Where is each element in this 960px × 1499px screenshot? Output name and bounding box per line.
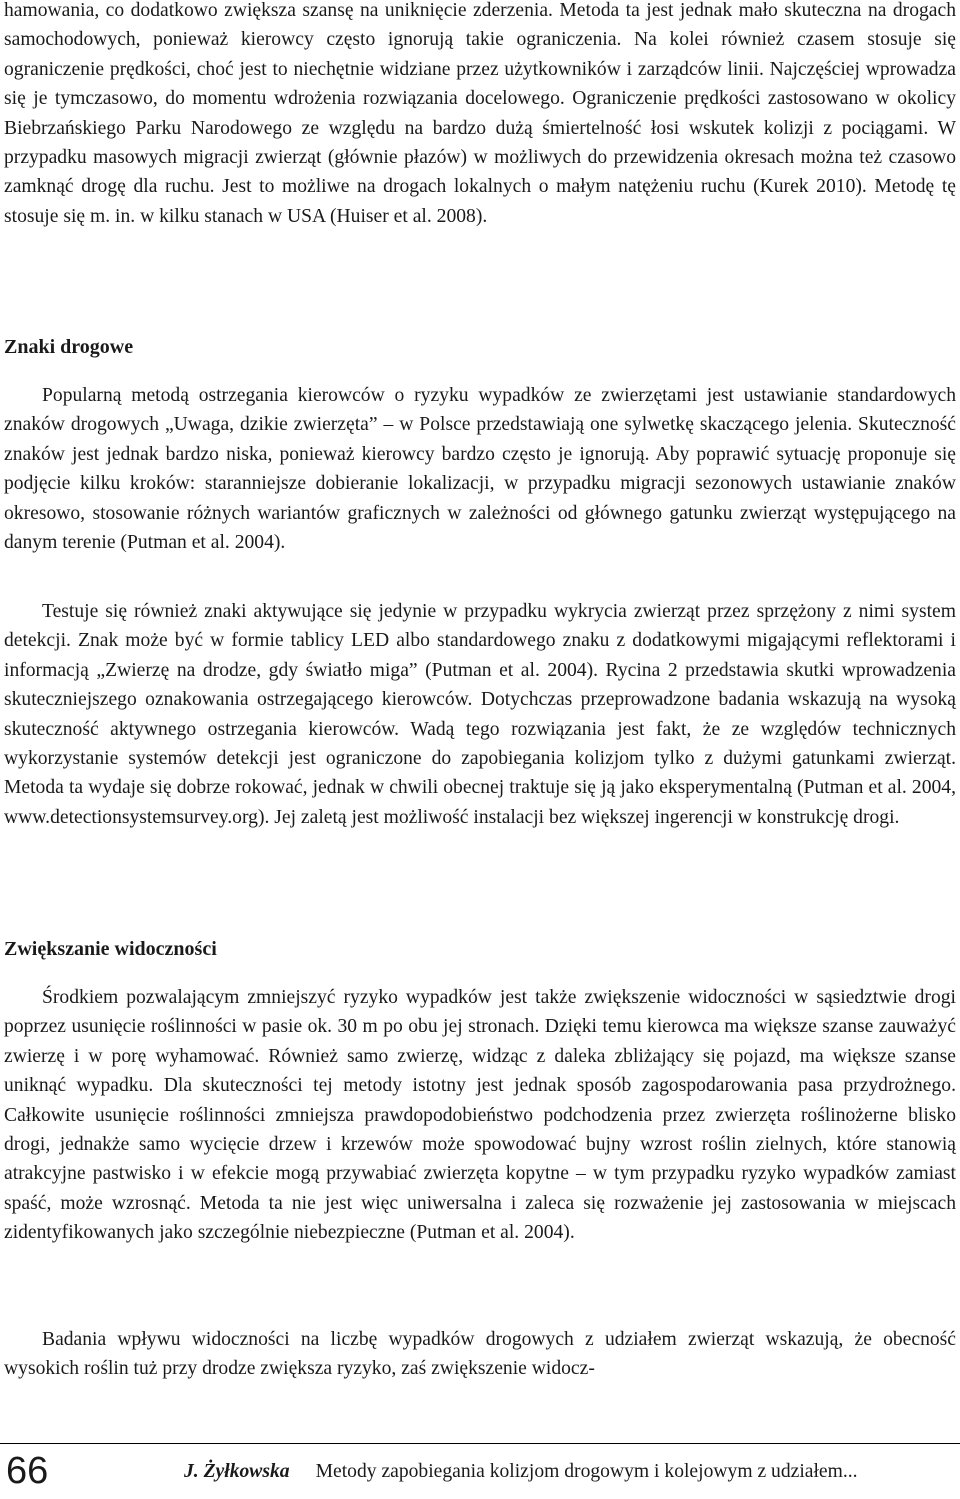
running-footer xyxy=(184,1461,858,1483)
footer-title: Metody zapobiegania kolizjom drogowym i kolejowym z udziałem... xyxy=(315,1461,858,1482)
page-number: 66 xyxy=(6,1450,49,1492)
paragraph-visibility: Środkiem pozwalającym zmniejszyć ryzyko wypadków jest także zwiększenie widoczności w sąsiedztwie drogi poprzez usunięcie roślinności w pasie ok. 30 m po obu jej stronach. Dzięki temu kierowca ma większe szanse zauważyć zwierzę i w porę wyhamować. Również samo zwierzę, widząc z daleka zbliżający się pojazd, ma większe szanse uniknąć wypadku. Dla skuteczności tej metody istotny jest jednak sposób zagospodarowania pasa przydrożnego. Całkowite usunięcie roślinności zmniejsza prawdopodobieństwo podchodzenia przez zwierzęta roślinożerne blisko drogi, jednakże samo wycięcie drzew i krzewów może spowodować bujny wzrost roślin zielnych, które stanowią atrakcyjne pastwisko i w efekcie mogą przywabiać zwierzęta kopytne – w tym przypadku ryzyko wypadków zamiast spaść, może wzrosnąć. Metoda ta nie jest więc uniwersalna i zaleca się rozważenie jej zastosowania w miejscach zidentyfikowanych jako szczególnie niebezpieczne (Putman et al. 2004). xyxy=(4,987,956,1244)
paragraph-road-signs: Popularną metodą ostrzegania kierowców o ryzyku wypadków ze zwierzętami jest ustawianie standardowych znaków drogowych „Uwaga, dzikie zwierzęta” – w Polsce przedstawiają one sylwetkę skaczącego jelenia. Skuteczność znaków jest jednak bardzo niska, ponieważ kierowcy bardzo często je ignorują. Aby poprawić sytuację proponuje się podjęcie kilku kroków: staranniejsze dobieranie lokalizacji, w przypadku migracji sezonowych ustawianie znaków okresowo, stosowanie różnych wariantów graficznych w zależności od głównego gatunku zwierząt występującego na danym terenie (Putman et al. 2004). xyxy=(4,385,956,554)
section-heading-road-signs: Znaki drogowe xyxy=(4,336,134,358)
paragraph-visibility-studies: Badania wpływu widoczności na liczbę wypadków drogowych z udziałem zwierząt wskazują, że obecność wysokich roślin tuż przy drodze zwiększa ryzyko, zaś zwiększenie widocz- xyxy=(4,1329,956,1380)
paragraph-speed-limits: hamowania, co dodatkowo zwiększa szansę na uniknięcie zderzenia. Metoda ta jest jednak mało skuteczna na drogach samochodowych, ponieważ kierowcy często ignorują takie ograniczenia. Na kolei również czasem stosuje się ograniczenie prędkości, choć jest to niechętnie widziane przez użytkowników i zarządców linii. Najczęściej wprowadza się je tymczasowo, do momentu wdrożenia rozwiązania docelowego. Ograniczenie prędkości zastosowano w okolicy Biebrzańskiego Parku Narodowego ze względu na bardzo dużą śmiertelność łosi wskutek kolizji z pociągami. W przypadku masowych migracji zwierząt (głównie płazów) w możliwych do przewidzenia okresach można też czasowo zamknąć drogę dla ruchu. Jest to możliwe na drogach lokalnych o małym natężeniu ruchu (Kurek 2010). Metodę tę stosuje się m. in. w kilku stanach w USA (Huiser et al. 2008). xyxy=(4,0,956,227)
paragraph-active-signs: Testuje się również znaki aktywujące się jedynie w przypadku wykrycia zwierząt przez sprzężony z nimi system detekcji. Znak może być w formie tablicy LED albo standardowego znaku z dodatkowymi migającymi reflektorami i informacją „Zwierzę na drodze, gdy światło miga” (Putman et al. 2004). Rycina 2 przedstawia skutki wprowadzenia skuteczniejszego oznakowania ostrzegającego kierowców. Dotychczas przeprowadzone badania wskazują na wysoką skuteczność aktywnego ostrzegania kierowców. Wadą tego rozwiązania jest fakt, że ze względów technicznych wykorzystanie systemów detekcji jest ograniczone do zapobiegania kolizjom tylko z dużymi gatunkami zwierząt. Metoda ta wydaje się dobrze rokować, jednak w chwili obecnej traktuje się ją jako eksperymentalną (Putman et al. 2004, www.detectionsystemsurvey.org). Jej zaletą jest możliwość instalacji bez większej ingerencji w konstrukcję drogi. xyxy=(4,601,956,828)
section-heading-visibility: Zwiększanie widoczności xyxy=(4,938,217,960)
footer-divider xyxy=(0,1443,960,1444)
footer-author: J. Żyłkowska xyxy=(184,1461,290,1482)
